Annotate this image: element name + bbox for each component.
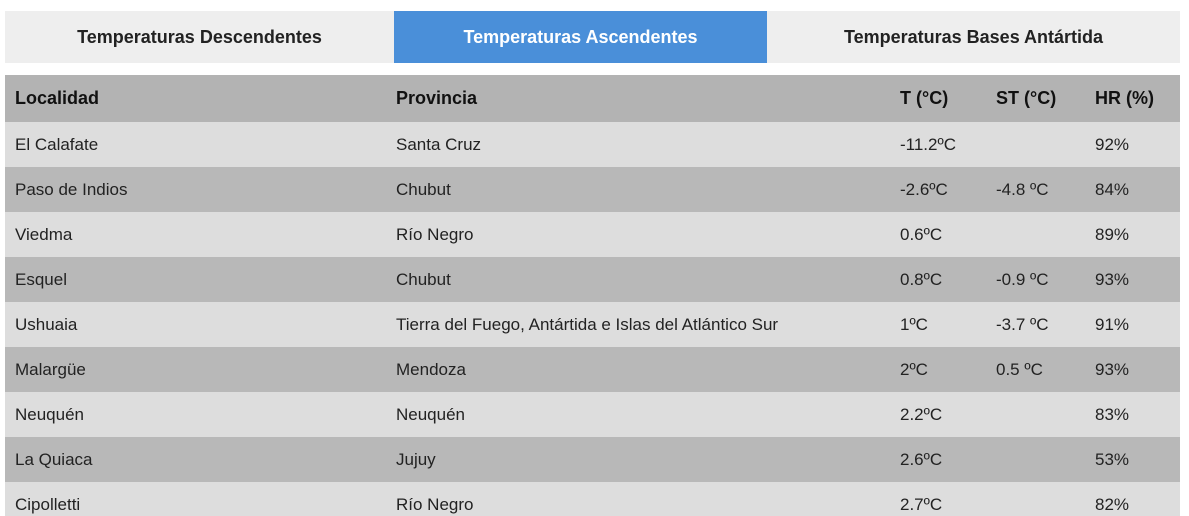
tab-temperaturas-ascendentes[interactable]: Temperaturas Ascendentes (394, 11, 767, 63)
column-header-localidad: Localidad (15, 88, 100, 108)
cell-localidad: Malargüe (15, 359, 86, 379)
cell-localidad: Cipolletti (15, 494, 81, 514)
cell-humidity: 93% (1095, 359, 1130, 379)
table-row (5, 437, 1180, 482)
cell-provincia: Tierra del Fuego, Antártida e Islas del Atlántico Sur (396, 314, 779, 334)
cell-provincia: Río Negro (396, 494, 474, 514)
cell-temperature: 1ºC (900, 314, 928, 334)
cell-provincia: Santa Cruz (396, 134, 482, 154)
cell-humidity: 91% (1095, 314, 1130, 334)
cell-sensacion-termica: -0.9 ºC (996, 269, 1049, 289)
cell-sensacion-termica (986, 122, 1085, 167)
cell-temperature: 2.2ºC (900, 404, 943, 424)
column-header-humidity: HR (%) (1095, 88, 1154, 108)
cell-temperature: 2ºC (900, 359, 928, 379)
cell-humidity: 89% (1095, 224, 1130, 244)
table-row (5, 482, 1180, 516)
cell-sensacion-termica (986, 482, 1085, 516)
cell-provincia: Mendoza (396, 359, 466, 379)
cell-localidad: La Quiaca (15, 449, 93, 469)
cell-sensacion-termica (986, 437, 1085, 482)
table-row (5, 122, 1180, 167)
cell-provincia: Chubut (396, 269, 451, 289)
cell-localidad: El Calafate (15, 134, 99, 154)
cell-temperature: 0.8ºC (900, 269, 943, 289)
table-row (5, 167, 1180, 212)
cell-provincia: Chubut (396, 179, 451, 199)
cell-humidity: 53% (1095, 449, 1130, 469)
tab-temperaturas-bases-antartida[interactable]: Temperaturas Bases Antártida (767, 11, 1180, 63)
temperature-tabs (5, 11, 1180, 63)
cell-sensacion-termica: -3.7 ºC (996, 314, 1049, 334)
cell-sensacion-termica: -4.8 ºC (996, 179, 1049, 199)
cell-humidity: 83% (1095, 404, 1130, 424)
cell-sensacion-termica: 0.5 ºC (996, 359, 1043, 379)
cell-localidad: Paso de Indios (15, 179, 128, 199)
cell-temperature: 2.6ºC (900, 449, 943, 469)
cell-localidad: Viedma (15, 224, 73, 244)
table-row (5, 257, 1180, 302)
table-header-row (5, 75, 1180, 122)
cell-humidity: 84% (1095, 179, 1130, 199)
cell-humidity: 93% (1095, 269, 1130, 289)
cell-humidity: 82% (1095, 494, 1130, 514)
column-header-sensacion-termica: ST (°C) (996, 88, 1057, 108)
cell-localidad: Ushuaia (15, 314, 78, 334)
table-row (5, 347, 1180, 392)
cell-localidad: Neuquén (15, 404, 85, 424)
tab-temperaturas-descendentes[interactable]: Temperaturas Descendentes (5, 11, 394, 63)
cell-temperature: 2.7ºC (900, 494, 943, 514)
temperature-table-container (5, 75, 1180, 516)
table-row (5, 302, 1180, 347)
cell-humidity: 92% (1095, 134, 1130, 154)
cell-temperature: -2.6ºC (900, 179, 948, 199)
cell-localidad: Esquel (15, 269, 67, 289)
cell-temperature: 0.6ºC (900, 224, 943, 244)
cell-provincia: Neuquén (396, 404, 466, 424)
table-row (5, 212, 1180, 257)
table-row (5, 392, 1180, 437)
column-header-temperature: T (°C) (900, 88, 949, 108)
temperature-table (5, 75, 1180, 516)
table-body (5, 122, 1180, 516)
cell-provincia: Jujuy (396, 449, 436, 469)
cell-sensacion-termica (986, 392, 1085, 437)
cell-temperature: -11.2ºC (900, 134, 956, 154)
cell-sensacion-termica (986, 212, 1085, 257)
column-header-provincia: Provincia (396, 88, 478, 108)
cell-provincia: Río Negro (396, 224, 474, 244)
